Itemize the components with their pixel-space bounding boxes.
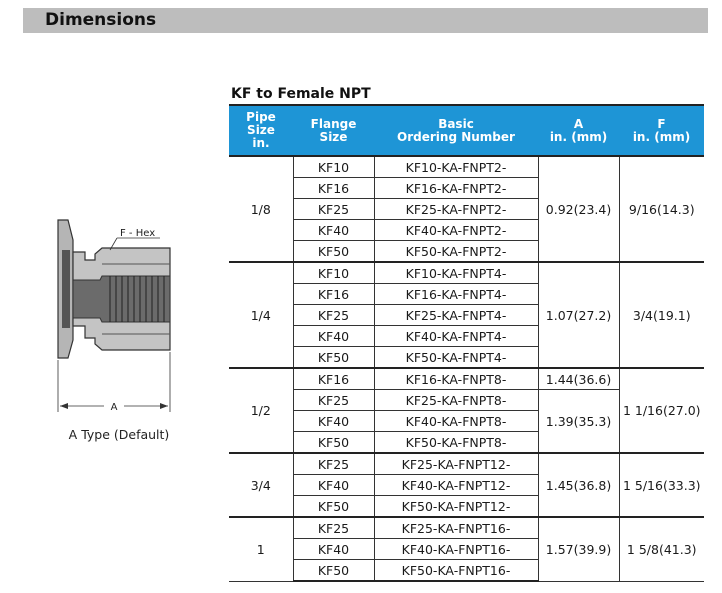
table-row (229, 262, 704, 284)
flange-size-cell: KF16 (293, 178, 374, 199)
flange-size-cell: KF40 (293, 220, 374, 241)
table-row (229, 156, 704, 178)
ordering-number-cell: KF50-KA-FNPT2- (374, 241, 538, 263)
col-pipe-size: Pipe Size in. (229, 105, 293, 156)
f-dimension-cell: 3/4(19.1) (619, 262, 704, 368)
table-row (229, 517, 704, 539)
a-dimension-cell: 1.57(39.9) (538, 517, 619, 581)
a-dimension-cell: 1.44(36.6) (538, 368, 619, 390)
flange-size-cell: KF40 (293, 539, 374, 560)
ordering-number-cell: KF25-KA-FNPT2- (374, 199, 538, 220)
a-dimension-cell: 0.92(23.4) (538, 156, 619, 262)
pipe-size-cell: 1/8 (229, 156, 293, 262)
ordering-number-cell: KF16-KA-FNPT2- (374, 178, 538, 199)
ordering-number-cell: KF25-KA-FNPT4- (374, 305, 538, 326)
flange-size-cell: KF40 (293, 326, 374, 347)
flange-size-cell: KF25 (293, 305, 374, 326)
f-dimension-cell: 1 5/16(33.3) (619, 453, 704, 517)
flange-size-cell: KF40 (293, 411, 374, 432)
dimension-a-label: A (110, 402, 118, 413)
fitting-drawing (40, 210, 200, 430)
col-ordering-number: Basic Ordering Number (374, 105, 538, 156)
f-dimension-cell: 1 1/16(27.0) (619, 368, 704, 453)
ordering-number-cell: KF25-KA-FNPT16- (374, 517, 538, 539)
flange-size-cell: KF10 (293, 262, 374, 284)
ordering-number-cell: KF40-KA-FNPT16- (374, 539, 538, 560)
section-title: Dimensions (45, 10, 157, 30)
table-title: KF to Female NPT (231, 86, 371, 102)
flange-size-cell: KF16 (293, 368, 374, 390)
flange-size-cell: KF50 (293, 496, 374, 518)
flange-size-cell: KF50 (293, 241, 374, 263)
drawing-caption: A Type (Default) (68, 427, 170, 442)
flange-size-cell: KF25 (293, 199, 374, 220)
flange-size-cell: KF40 (293, 475, 374, 496)
pipe-size-cell: 1 (229, 517, 293, 581)
col-flange-size: Flange Size (293, 105, 374, 156)
flange-size-cell: KF25 (293, 453, 374, 475)
flange-size-cell: KF25 (293, 390, 374, 411)
ordering-number-cell: KF25-KA-FNPT12- (374, 453, 538, 475)
ordering-number-cell: KF10-KA-FNPT2- (374, 156, 538, 178)
f-dimension-cell: 9/16(14.3) (619, 156, 704, 262)
col-a: A in. (mm) (538, 105, 619, 156)
flange-size-cell: KF50 (293, 432, 374, 454)
table-row (229, 453, 704, 475)
ordering-number-cell: KF10-KA-FNPT4- (374, 262, 538, 284)
pipe-size-cell: 1/2 (229, 368, 293, 453)
ordering-number-cell: KF16-KA-FNPT8- (374, 368, 538, 390)
col-f: F in. (mm) (619, 105, 704, 156)
flange-size-cell: KF25 (293, 517, 374, 539)
a-dimension-cell: 1.07(27.2) (538, 262, 619, 368)
ordering-number-cell: KF50-KA-FNPT12- (374, 496, 538, 518)
ordering-number-cell: KF50-KA-FNPT8- (374, 432, 538, 454)
a-dimension-cell: 1.45(36.8) (538, 453, 619, 517)
ordering-number-cell: KF50-KA-FNPT16- (374, 560, 538, 582)
flange-size-cell: KF50 (293, 347, 374, 369)
ordering-number-cell: KF40-KA-FNPT12- (374, 475, 538, 496)
section-header (23, 8, 708, 33)
table-row (229, 368, 704, 390)
ordering-number-cell: KF16-KA-FNPT4- (374, 284, 538, 305)
hex-label: F - Hex (120, 228, 156, 239)
flange-size-cell: KF16 (293, 284, 374, 305)
flange-size-cell: KF50 (293, 560, 374, 582)
ordering-number-cell: KF40-KA-FNPT8- (374, 411, 538, 432)
a-dimension-cell: 1.39(35.3) (538, 390, 619, 454)
dimensions-table (229, 104, 704, 582)
pipe-size-cell: 1/4 (229, 262, 293, 368)
ordering-number-cell: KF25-KA-FNPT8- (374, 390, 538, 411)
table-header-row (229, 105, 704, 156)
f-dimension-cell: 1 5/8(41.3) (619, 517, 704, 581)
flange-size-cell: KF10 (293, 156, 374, 178)
ordering-number-cell: KF40-KA-FNPT4- (374, 326, 538, 347)
pipe-size-cell: 3/4 (229, 453, 293, 517)
ordering-number-cell: KF50-KA-FNPT4- (374, 347, 538, 369)
ordering-number-cell: KF40-KA-FNPT2- (374, 220, 538, 241)
